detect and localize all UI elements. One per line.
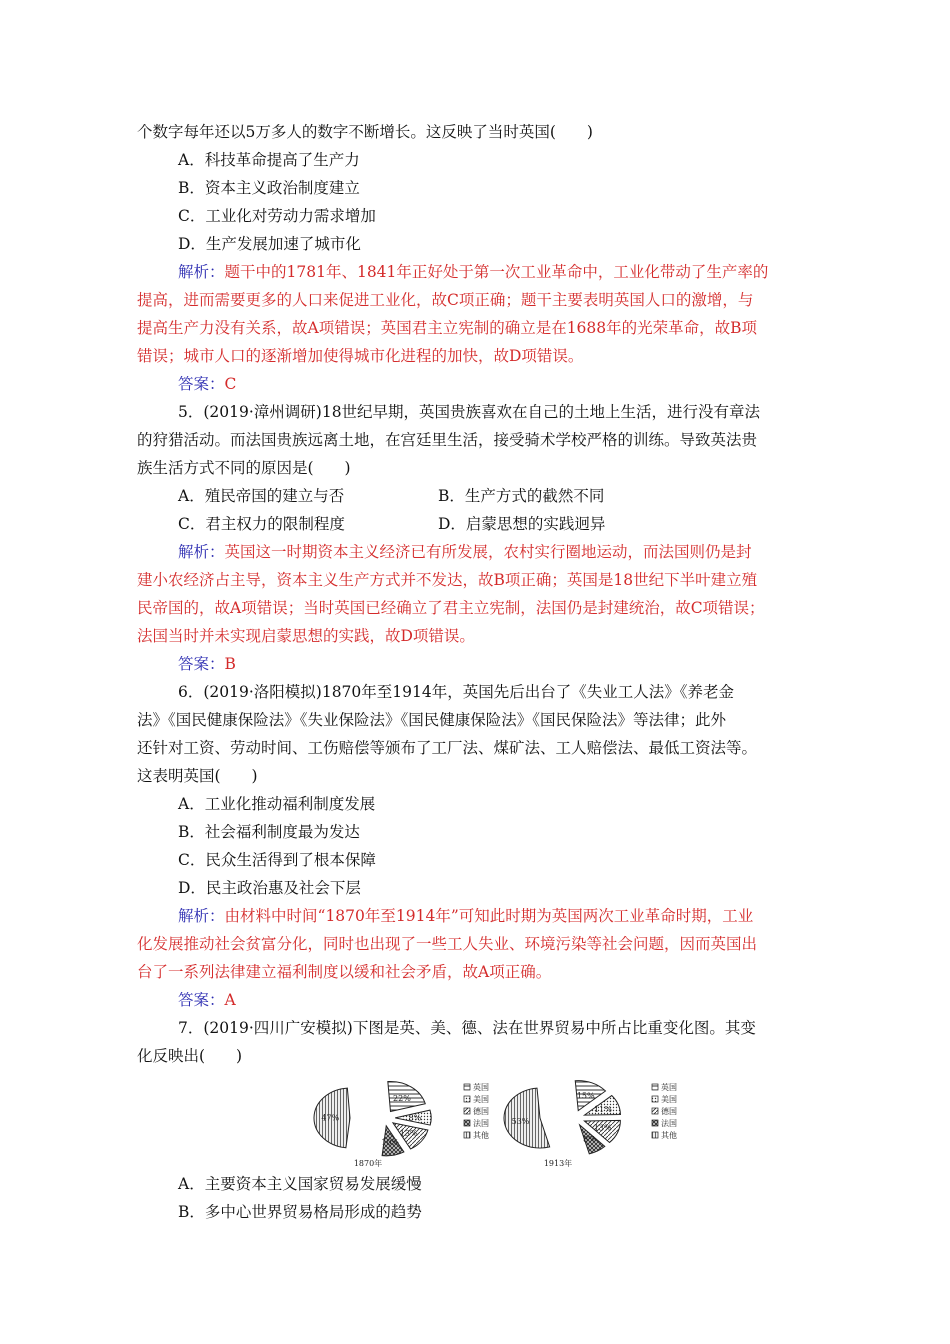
q5-analysis-line-4: 法国当时并未实现启蒙思想的实践，故D项错误。 [137,627,475,645]
legend-swatch-1913-0 [652,1084,658,1090]
legend-label-1870-3: 法国 [473,1119,489,1128]
q5-analysis-line-3: 民帝国的，故A项错误；当时英国已经确立了君主立宪制，法国仍是封建统治，故C项错误； [137,599,765,617]
legend-swatch-1913-2 [652,1108,658,1114]
q6-stem-line-3: 还针对工资、劳动时间、工伤赔偿等颁布了工厂法、煤矿法、工人赔偿法、最低工资法等。 [137,739,758,757]
q5-stem-line-3: 族生活方式不同的原因是( ) [137,459,351,477]
q5-analysis-line-1: 解析：英国这一时期资本主义经济已有所发展，农村实行圈地运动，而法国则仍是封 [178,543,752,561]
q7-option-a: A．主要资本主义国家贸易发展缓慢 [178,1175,422,1193]
legend-swatch-1870-1 [464,1096,470,1102]
pie-label-1913-0: 15% [576,1091,595,1101]
q4-option-a: A．科技革命提高了生产力 [178,151,360,169]
legend-label-1913-4: 其他 [661,1131,677,1140]
legend-label-1913-3: 法国 [661,1119,677,1128]
q5-option-c: C．君主权力的限制程度 [178,515,345,533]
q5-option-a: A．殖民帝国的建立与否 [178,487,345,505]
legend-swatch-1870-2 [464,1108,470,1114]
pie-label-1913-1: 11% [594,1105,612,1115]
pie-title-1913: 1913年 [543,1159,573,1168]
q6-option-c: C．民众生活得到了根本保障 [178,851,376,869]
q5-option-d: D．启蒙思想的实践迥异 [438,515,606,533]
q6-analysis-line-2: 化发展推动社会贫富分化，同时也出现了一些工人失业、环境污染等社会问题，因而英国出 [137,935,758,953]
q7-option-b: B．多中心世界贸易格局形成的趋势 [178,1203,422,1221]
legend-label-1870-4: 其他 [473,1131,489,1140]
q4-answer: 答案：C [178,375,237,393]
q4-analysis-line-4: 错误；城市人口的逐渐增加使得城市化进程的加快，故D项错误。 [137,347,584,365]
pie-title-1870: 1870年 [353,1159,383,1168]
legend-swatch-1913-1 [652,1096,658,1102]
trade-share-pie-charts [312,1076,684,1168]
q6-stem-line-2: 法》《国民健康保险法》《失业保险法》《国民健康保险法》《国民保险法》等法律；此外 [137,711,727,729]
q4-option-d: D．生产发展加速了城市化 [178,235,361,253]
q5-stem-line-1: 5．(2019·漳州调研)18世纪早期，英国贵族喜欢在自己的土地上生活，进行没有章法 [178,403,761,421]
pie-label-1870-1: 8% [408,1113,422,1123]
legend-label-1913-2: 德国 [661,1107,677,1116]
pie-label-1870-0: 22% [393,1094,411,1104]
legend-label-1870-0: 英国 [473,1083,489,1092]
pie-label-1913-4: 53% [511,1116,530,1126]
legend-swatch-1870-0 [464,1084,470,1090]
q5-answer: 答案：B [178,655,236,673]
q5-stem-line-2: 的狩猎活动。而法国贵族远离土地，在宫廷里生活，接受骑术学校严格的训练。导致英法贵 [137,431,758,449]
q4-option-b: B．资本主义政治制度建立 [178,179,360,197]
legend-label-1913-1: 美国 [661,1095,677,1104]
q4-analysis-line-3: 提高生产力没有关系，故A项错误；英国君主立宪制的确立是在1688年的光荣革命，故B项 [137,319,758,337]
q7-stem-line-2: 化反映出( ) [137,1047,243,1065]
q6-stem-line-4: 这表明英国( ) [137,767,258,785]
legend-label-1870-1: 美国 [473,1095,489,1104]
q5-analysis-line-2: 建小农经济占主导，资本主义生产方式并不发达，故B项正确；英国是18世纪下半叶建立殖 [137,571,758,589]
pie-charts-svg [312,1076,684,1168]
pie-label-1913-3: 8% [583,1135,596,1145]
legend-swatch-1913-4 [652,1132,658,1138]
q6-answer: 答案：A [178,991,236,1009]
legend-label-1870-2: 德国 [473,1107,489,1116]
q6-analysis-line-3: 台了一系列法律建立福利制度以缓和社会矛盾，故A项正确。 [137,963,552,981]
q5-option-b: B．生产方式的截然不同 [438,487,605,505]
legend-label-1913-0: 英国 [661,1083,677,1092]
pie-label-1870-2: 13% [399,1128,418,1138]
legend-swatch-1913-3 [652,1120,658,1126]
q4-analysis-line-2: 提高，进而需要更多的人口来促进工业化，故C项正确；题干主要表明英国人口的激增，与 [137,291,754,309]
q4-option-c: C．工业化对劳动力需求增加 [178,207,376,225]
q6-option-d: D．民主政治惠及社会下层 [178,879,361,897]
q6-option-b: B．社会福利制度最为发达 [178,823,360,841]
pie-label-1913-2: 13% [593,1123,612,1133]
q4-stem: 个数字每年还以5万多人的数字不断增长。这反映了当时英国( ) [137,123,593,141]
pie-label-1870-3: 10% [381,1138,400,1148]
q6-analysis-line-1: 解析：由材料中时间“1870年至1914年”可知此时期为英国两次工业革命时期，工业 [178,907,754,925]
q6-stem-line-1: 6．(2019·洛阳模拟)1870年至1914年，英国先后出台了《失业工人法》《养老金 [178,683,734,701]
q6-option-a: A．工业化推动福利制度发展 [178,795,376,813]
q4-analysis-line-1: 解析：题干中的1781年、1841年正好处于第一次工业革命中，工业化带动了生产率的 [178,263,769,281]
legend-swatch-1870-3 [464,1120,470,1126]
q7-stem-line-1: 7．(2019·四川广安模拟)下图是英、美、德、法在世界贸易中所占比重变化图。其变 [178,1019,756,1037]
pie-label-1870-4: 47% [321,1113,340,1123]
legend-swatch-1870-4 [464,1132,470,1138]
q4-analysis-label: 解析： [178,263,225,281]
